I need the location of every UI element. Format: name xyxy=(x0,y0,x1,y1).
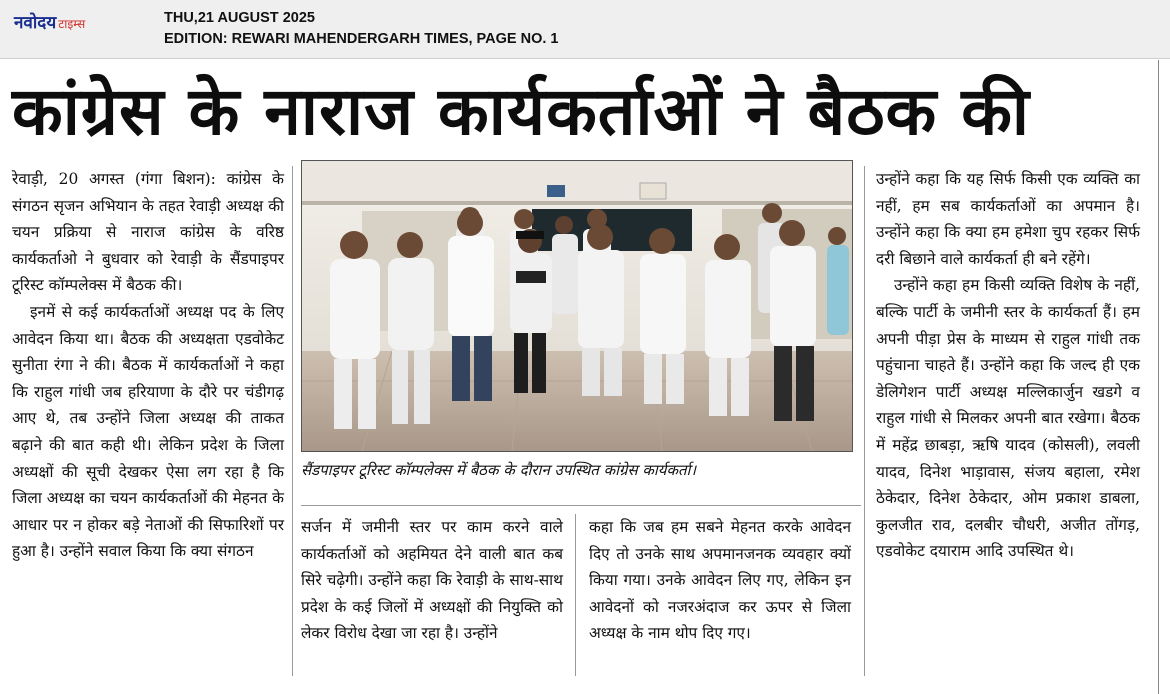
paragraph: इनमें से कई कार्यकर्ताओं अध्यक्ष पद के लिए आवेदन किया था। बैठक की अध्यक्षता एडवोकेट सुनीता रंगा ने की। बैठक में कार्यकर्ताओं ने कहा कि राहुल गांधी जब हरियाणा के दौरे पर चंडीगढ़ आए थे, तब उन्होंने जिला अध्यक्ष की ताकत बढ़ाने की बात कही थी। लेकिन प्रदेश के जिला अध्यक्षों की सूची देखकर ऐसा लग रहा है कि जिला अध्यक्ष का चयन कार्यकर्ताओं की मेहनत के आधार पर न होकर बड़े नेताओं की सिफारिशों पर हुआ है। उन्होंने सवाल किया कि क्या संगठन xyxy=(12,302,284,561)
group-photo-illustration xyxy=(302,161,852,451)
column-divider xyxy=(864,166,865,676)
paragraph: कहा कि जब हम सबने मेहनत करके आवेदन दिए तो उनके साथ अपमानजनक व्यवहार क्यों किया गया। उनके आवेदन लिए गए, लेकिन इन आवेदनों को नजरअंदाज कर ऊपर से जिला अध्यक्ष के नाम थोप दिए गए। xyxy=(589,518,851,643)
column-divider xyxy=(575,514,576,676)
paragraph: उन्होंने कहा कि यह सिर्फ किसी एक व्यक्ति का नहीं, हम सब कार्यकर्ताओं का अपमान है। उन्होंने कहा कि क्या हम हमेशा चुप रहकर सिर्फ दरी बिछाने वाले कार्यकर्ता ही बने रहेंगे। xyxy=(876,170,1140,268)
edition-info xyxy=(164,8,558,50)
article-column-2 xyxy=(301,514,563,647)
article-headline: कांग्रेस के नाराज कार्यकर्ताओं ने बैठक की xyxy=(12,73,1031,150)
column-divider xyxy=(292,166,293,676)
caption-rule xyxy=(301,505,861,506)
masthead-bar xyxy=(0,0,1170,59)
paragraph: उन्होंने कहा हम किसी व्यक्ति विशेष के नहीं, बल्कि पार्टी के जमीनी स्तर के कार्यकर्ता हैं। हम अपनी पीड़ा प्रेस के माध्यम से राहुल गांधी तक पहुंचाना चाहते हैं। उन्होंने कहा कि जल्द ही एक डेलिगेशन पार्टी अध्यक्ष मल्लिकार्जुन खडगे व राहुल गांधी से मिलकर अपनी बात रखेगा। बैठक में महेंद्र छाबड़ा, ऋषि यादव (कोसली), लवली यादव, दिनेश भाड़ावास, संजय बहाला, रमेश ठेकेदार, दिनेश ठेकेदार, ओम प्रकाश डाबला, कुलजीत राव, दलबीर चौधरी, अजीत तोंगड़, एडवोकेट दयाराम आदि उपस्थित थे। xyxy=(876,276,1140,561)
logo-main: नवोदय xyxy=(14,13,57,33)
edition-label: EDITION: REWARI MAHENDERGARH TIMES, PAGE NO. 1 xyxy=(164,31,559,47)
paragraph: सर्जन में जमीनी स्तर पर काम करने वाले कार्यकर्ताओं को अहमियत देने वाली बात कब सिरे चढ़ेगी। उन्होंने कहा कि रेवाड़ी के साथ-साथ प्रदेश के कई जिलों में अध्यक्षों की नियुक्ति को लेकर विरोध देखा जा रहा है। उन्होंने xyxy=(301,518,563,643)
paragraph: रेवाड़ी, 20 अगस्त (गंगा बिशन): कांग्रेस के संगठन सृजन अभियान के तहत रेवाड़ी अध्यक्ष की चयन प्रक्रिया से नाराज कांग्रेस के वरिष्ठ कार्यकर्ताओ ने बुधवार को रेवाड़ी के सैंडपाइपर टूरिस्ट कॉम्पलेक्स में बैठक की। xyxy=(12,170,284,295)
article-column-4 xyxy=(876,166,1140,565)
article-column-3 xyxy=(589,514,851,647)
article-column-1 xyxy=(12,166,284,565)
news-photo[interactable] xyxy=(301,160,853,452)
issue-date: THU,21 AUGUST 2025 xyxy=(164,10,315,26)
photo-caption: सैंडपाइपर टूरिस्ट कॉम्पलेक्स में बैठक के दौरान उपस्थित कांग्रेस कार्यकर्ता। xyxy=(301,461,697,479)
newspaper-logo[interactable] xyxy=(14,10,85,33)
logo-sub: टाइम्स xyxy=(58,17,86,31)
